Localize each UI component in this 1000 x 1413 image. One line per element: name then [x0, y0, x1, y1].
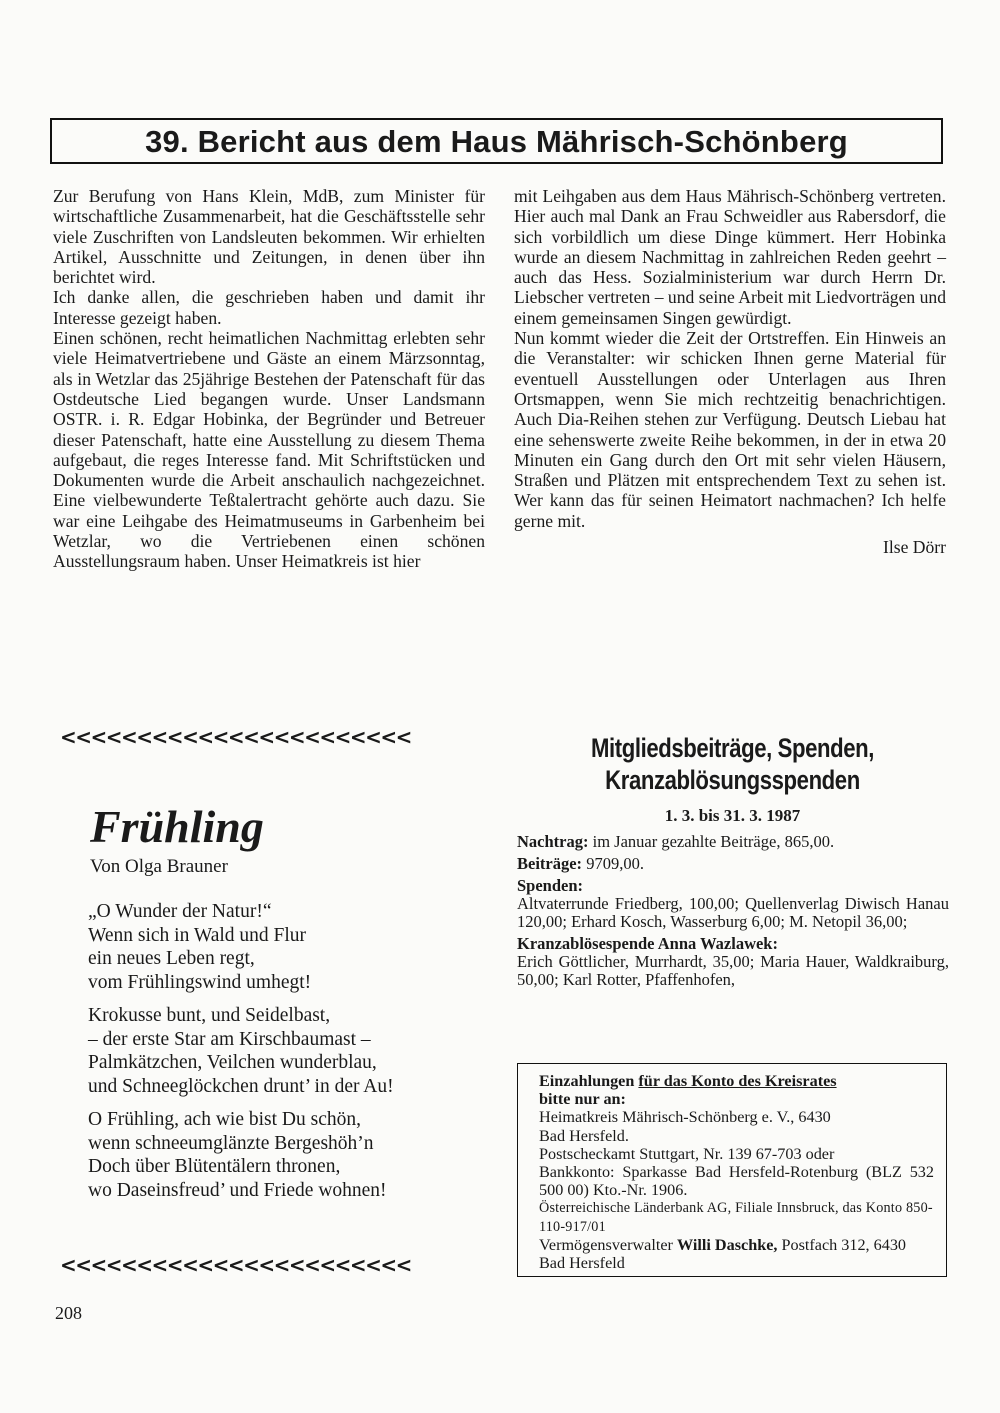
page-number: 208 — [55, 1303, 82, 1323]
account-line: Postscheckamt Stuttgart, Nr. 139 67-703 oder — [539, 1144, 835, 1163]
verwalter-name: Willi Daschke, — [677, 1235, 778, 1254]
verwalter-prefix: Vermögensverwalter — [539, 1235, 677, 1254]
article-paragraph: Zur Berufung von Hans Klein, MdB, zum Minister für wirtschaftliche Zusammenarbeit, hat die Geschäftsstelle sehr viele Zuschriften von Landsleuten bekommen. Wir erhielten Artikel, Ausschnitte und Zeitungen, in denen über ihn berichtet wird. — [53, 186, 485, 288]
poem-line: ein neues Leben regt, — [88, 948, 255, 969]
chevron-divider-bottom: <<<<<<<<<<<<<<<<<<<<<<< — [60, 1253, 411, 1277]
beitraege-entry — [517, 855, 949, 873]
contributions-list — [517, 833, 949, 993]
poem-line: wenn schneeumglänzte Bergeshöh’n — [88, 1132, 374, 1154]
kranz-label: Kranzablösespende Anna Wazlawek: — [517, 934, 778, 953]
account-line: Heimatkreis Mährisch-Schönberg e. V., 6430 — [539, 1108, 831, 1127]
kranz-label-line — [517, 935, 949, 953]
account-line: Bad Hersfeld. — [539, 1126, 629, 1145]
poem-line: O Frühling, ach wie bist Du schön, — [88, 1109, 361, 1130]
account-info — [539, 1072, 934, 1272]
article-paragraph: Einen schönen, recht heimatlichen Nachmittag erlebten sehr viele Heimatvertriebene und Gäste an einem Märzsonntag, als in Wetzlar das 25jährige Bestehen der Patenschaft für das Ostdeutsche Lied begangen wurde. Unser Landsmann OSTR. i. R. Edgar Hobinka, der Begründer und Betreuer dieser Patenschaft, hatte eine Ausstellung zu diesem Thema aufgebaut, die reges Interesse fand. Mit Schriftstücken und Dokumenten wurde die Arbeit anschaulich nachgezeichnet. Eine vielbewunderte Teßtalertracht gehörte auch dazu. Sie war eine Leihgabe des Heimatmuseums in Garbenheim bei Wetzlar, wo die Vertriebenen einen schönen Ausstellungsraum haben. Unser Heimatkreis ist hier — [53, 328, 485, 572]
account-line: Bankkonto: Sparkasse Bad Hersfeld-Rotenburg (BLZ 532 500 00) Kto.-Nr. 1906. — [539, 1163, 934, 1200]
account-heading-underlined: für das Konto des Kreisrates — [638, 1072, 837, 1090]
article-paragraph: mit Leihgaben aus dem Haus Mährisch-Schönberg vertreten. Hier auch mal Dank an Frau Schweidler aus Rabersdorf, die sich vorbildlich um diese Dinge kümmert. Herr Hobinka wurde an diesem Nachmittag in zahlreichen Reden geehrt – auch das Hess. Sozialministerium war durch Herrn Dr. Liebscher vertreten – und seine Arbeit mit Liedvorträgen und einem gemeinsamen Singen gewürdigt. — [514, 186, 946, 328]
contributions-title-line: Mitgliedsbeiträge, Spenden, — [591, 733, 874, 763]
poem-line: wo Daseinsfreud’ und Friede wohnen! — [88, 1179, 387, 1201]
spenden-text: Altvaterrunde Friedberg, 100,00; Quellenverlag Diwisch Hanau 120,00; Erhard Kosch, Wasserburg 6,00; M. Netopil 36,00; — [517, 894, 949, 931]
poem-line: Doch über Blütentälern thronen, — [88, 1156, 341, 1177]
poem-author: Von Olga Brauner — [90, 856, 228, 877]
verwalter-suffix: Postfach 312, 6430 Bad Hersfeld — [539, 1235, 907, 1273]
account-verwalter — [539, 1236, 934, 1272]
beitraege-text: 9709,00. — [582, 854, 644, 873]
poem — [88, 900, 498, 1212]
account-info-box — [517, 1063, 947, 1277]
poem-line: Krokusse bunt, und Seidelbast, — [88, 1005, 331, 1026]
article-left-column — [53, 186, 485, 572]
poem-line: Palmkätzchen, Veilchen wunderblau, — [88, 1052, 377, 1073]
contributions-title — [558, 732, 907, 796]
poem-stanza — [88, 1004, 498, 1098]
nachtrag-entry — [517, 833, 949, 851]
poem-line: vom Frühlingswind umhegt! — [88, 971, 312, 993]
article-paragraph: Nun kommt wieder die Zeit der Ortstreffen. Ein Hinweis an die Veranstalter: wir schicken Ihnen gerne Material für eventuell Ausstellungen oder Unterlagen aus Ihren Ortsmappen, wenn Sie mich rechtzeitig benachrichtigen. Auch Dia-Reihen stehen zur Verfügung. Deutsch Liebau hat eine sehenswerte zweite Reihe bekommen, in der in etwa 20 Minuten ein Gang durch den Ort mit sehr vielen Häusern, Straßen und Plätzen mit entsprechendem Text zu sehen ist. Wer kann das für seinen Heimatort nachmachen? Ich helfe gerne mit. — [514, 328, 946, 531]
spenden-label: Spenden: — [517, 876, 584, 895]
nachtrag-text: im Januar gezahlte Beiträge, 865,00. — [588, 832, 835, 851]
kranz-text: Erich Göttlicher, Murrhardt, 35,00; Maria Hauer, Waldkraiburg, 50,00; Karl Rotter, Pfaffenhofen, — [517, 952, 949, 989]
article-right-column — [514, 186, 946, 557]
account-austria-line: Österreichische Länderbank AG, Filiale Innsbruck, das Konto 850-110-917/01 — [539, 1200, 933, 1235]
contributions-title-line: Kranzablösungsspenden — [605, 765, 860, 795]
poem-line: – der erste Star am Kirschbaumast – — [88, 1028, 371, 1050]
poem-stanza — [88, 1108, 498, 1202]
article-signature: Ilse Dörr — [882, 537, 946, 558]
poem-line: „O Wunder der Natur!“ — [88, 901, 272, 922]
account-heading — [539, 1072, 934, 1090]
chevron-divider-top: <<<<<<<<<<<<<<<<<<<<<<< — [60, 725, 411, 749]
spenden-label-line — [517, 877, 949, 895]
poem-line: und Schneeglöckchen drunt’ in der Au! — [88, 1075, 394, 1097]
contributions-period: 1. 3. bis 31. 3. 1987 — [664, 806, 801, 825]
beitraege-label: Beiträge: — [517, 854, 583, 873]
poem-title: Frühling — [90, 801, 264, 852]
account-heading-line2: bitte nur an: — [539, 1090, 626, 1109]
poem-line: Wenn sich in Wald und Flur — [88, 924, 307, 946]
article-title-box — [50, 118, 943, 164]
account-heading-prefix: Einzahlungen — [539, 1072, 639, 1090]
poem-stanza — [88, 900, 498, 994]
article-title: 39. Bericht aus dem Haus Mährisch-Schönberg — [145, 124, 848, 159]
article-paragraph: Ich danke allen, die geschrieben haben und damit ihr Interesse gezeigt haben. — [53, 287, 485, 328]
nachtrag-label: Nachtrag: — [517, 832, 589, 851]
